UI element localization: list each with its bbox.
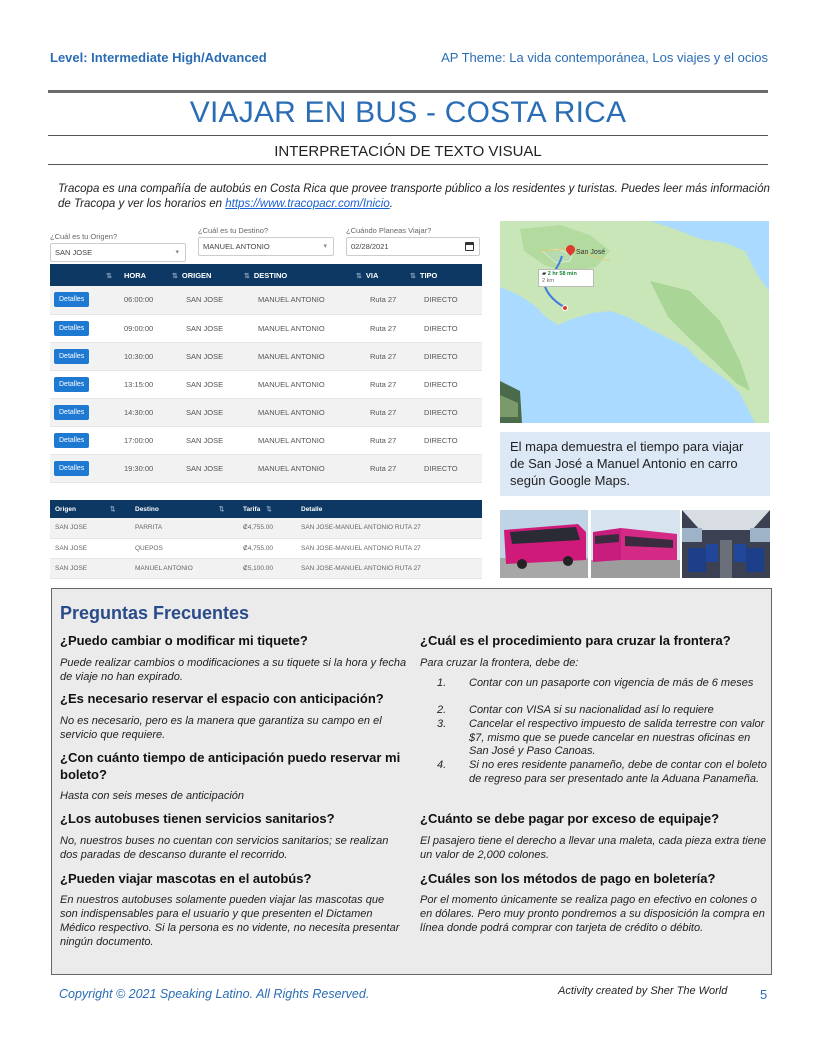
schedule-table — [50, 264, 482, 483]
faq-question: ¿Pueden viajar mascotas en el autobús? — [60, 871, 312, 886]
table-cell: SAN JOSE — [182, 370, 254, 398]
origin-select[interactable] — [50, 243, 186, 262]
faq-question: ¿Cuáles son los métodos de pago en boletería? — [420, 871, 716, 886]
table-cell: SAN JOSE — [182, 454, 254, 482]
fare-header-row — [50, 500, 482, 518]
origin-label: ¿Cuál es tu Origen? — [50, 232, 118, 241]
faq-answer: El pasajero tiene el derecho a llevar una maleta, cada pieza extra tiene un valor de 2,000 colones. — [420, 835, 767, 861]
table-cell: Ruta 27 — [366, 370, 420, 398]
table-cell: SAN JOSE-MANUEL ANTONIO RUTA 27 — [296, 538, 482, 558]
col-destino-label: DESTINO — [253, 270, 288, 280]
fare-col-tarifa[interactable]: Tarifa ⇅ — [238, 500, 296, 518]
table-cell: MANUEL ANTONIO — [254, 286, 366, 314]
list-item-text: Cancelar el respectivo impuesto de salida terrestre con valor $7, mismo que se puede cancelar en nuestras oficinas en San José y Paso Canoas. — [469, 718, 765, 758]
table-row — [50, 538, 482, 558]
table-cell: ₡4,755.00 — [238, 518, 296, 538]
table-cell: DIRECTO — [420, 398, 482, 426]
table-row — [50, 518, 482, 538]
title-divider — [48, 135, 768, 136]
faq-answer: Hasta con seis meses de anticipación — [60, 790, 245, 802]
table-cell: Ruta 27 — [366, 398, 420, 426]
car-icon: ▰ — [542, 271, 547, 277]
list-item-text: Contar con VISA si su nacionalidad así lo requiere — [469, 704, 714, 716]
list-item: 2. Contar con VISA si su nacionalidad así lo requiere — [437, 704, 714, 716]
table-cell: QUEPOS — [130, 538, 238, 558]
faq-answer: Puede realizar cambios o modificaciones a su tiquete si la hora y fecha de viaje no han expirado. — [60, 657, 407, 683]
table-cell: 06:00:00 — [120, 286, 182, 314]
table-row — [50, 314, 482, 342]
bus-photo-interior — [682, 510, 770, 578]
map-city-label: San José — [576, 249, 606, 256]
route-duration: 2 hr 58 min — [547, 271, 577, 277]
tracopa-link[interactable]: https://www.tracopacr.com/Inicio — [225, 198, 390, 210]
table-cell: 09:00:00 — [120, 314, 182, 342]
origin-value: SAN JOSE — [55, 248, 93, 257]
destination-value: MANUEL ANTONIO — [203, 242, 270, 251]
bus-photo-fleet — [591, 510, 680, 578]
faq-answer: En nuestros autobuses solamente pueden viajar las mascotas que son indispensables para el usuario y que presenten el Dictamen Médico respectivo. Si la persona es no vidente, no necesita presentar ningún documento. — [60, 894, 400, 948]
intro-text: Tracopa es una compañía de autobús en Costa Rica que provee transporte público a los residentes y turistas. Puedes leer más información de Tracopa y ver los horarios en — [58, 183, 770, 210]
table-row — [50, 558, 482, 578]
table-cell: Ruta 27 — [366, 426, 420, 454]
table-cell: SAN JOSE-MANUEL ANTONIO RUTA 27 — [296, 558, 482, 578]
table-cell: Ruta 27 — [366, 314, 420, 342]
table-cell: MANUEL ANTONIO — [254, 454, 366, 482]
table-cell: DIRECTO — [420, 286, 482, 314]
fare-col-origen-label: Origen — [55, 506, 76, 513]
table-cell: MANUEL ANTONIO — [254, 426, 366, 454]
table-cell: SAN JOSE — [50, 558, 130, 578]
faq-answer: Por el momento únicamente se realiza pago en efectivo en colones o en dólares. Pero muy pronto pondremos a su disposición la compra en línea donde podrá comprar con tarjeta de crédito o débito. — [420, 894, 765, 934]
page-subtitle: INTERPRETACIÓN DE TEXTO VISUAL — [274, 143, 542, 160]
route-distance: 2 km — [542, 278, 554, 284]
route-map — [500, 221, 769, 423]
table-cell: SAN JOSE — [182, 426, 254, 454]
date-value: 02/28/2021 — [351, 242, 389, 251]
table-cell: DIRECTO — [420, 454, 482, 482]
details-cell — [50, 398, 120, 426]
faq-question: ¿Puedo cambiar o modificar mi tiquete? — [60, 633, 308, 648]
bus-exterior-graphic — [500, 510, 588, 578]
route-info-box — [538, 269, 594, 287]
activity-credit: Activity created by Sher The World — [558, 985, 728, 997]
table-cell: ₡5,100.00 — [238, 558, 296, 578]
list-item: 1. Contar con un pasaporte con vigencia de más de 6 meses — [437, 677, 754, 689]
table-cell: DIRECTO — [420, 314, 482, 342]
table-row — [50, 342, 482, 370]
details-cell — [50, 342, 120, 370]
fare-col-detalle-label: Detalle — [301, 505, 323, 513]
details-cell — [50, 286, 120, 314]
map-caption: El mapa demuestra el tiempo para viajar de San José a Manuel Antonio en carro según Google Maps. — [500, 432, 770, 496]
table-cell: MANUEL ANTONIO — [130, 558, 238, 578]
table-cell: 13:15:00 — [120, 370, 182, 398]
page-title: VIAJAR EN BUS - COSTA RICA — [189, 96, 627, 129]
fare-col-destino-label: Destino — [135, 506, 159, 513]
details-button[interactable]: Detalles — [54, 377, 89, 392]
details-cell — [50, 454, 120, 482]
faq-question: ¿Cuánto se debe pagar por exceso de equipaje? — [420, 811, 720, 826]
costa-rica-map-graphic — [500, 221, 769, 423]
date-field — [346, 226, 480, 256]
table-cell: MANUEL ANTONIO — [254, 314, 366, 342]
fare-col-destino[interactable]: Destino ⇅ — [130, 500, 238, 518]
table-row — [50, 426, 482, 454]
ap-theme-label: AP Theme: La vida contemporánea, Los viajes y el ocios — [441, 50, 768, 65]
table-row — [50, 398, 482, 426]
table-cell: SAN JOSE — [50, 518, 130, 538]
subtitle-divider — [48, 164, 768, 165]
border-steps-list — [420, 677, 772, 786]
faq-answer: No es necesario, pero es la manera que garantiza su campo en el servicio que requiere. — [60, 715, 382, 741]
details-cell — [50, 426, 120, 454]
faq-question: ¿Cuál es el procedimiento para cruzar la frontera? — [420, 633, 731, 648]
destination-label: ¿Cuál es tu Destino? — [198, 226, 269, 235]
bus-fleet-graphic — [591, 510, 680, 578]
faq-question: ¿Con cuánto tiempo de anticipación puedo reservar mi boleto? — [60, 750, 401, 782]
faq-answer: No, nuestros buses no cuentan con servicios sanitarios; se realizan dos paradas de descanso durante el recorrido. — [60, 835, 389, 861]
table-cell: 14:30:00 — [120, 398, 182, 426]
calendar-icon — [465, 242, 474, 251]
table-cell: 19:30:00 — [120, 454, 182, 482]
faq-title: Preguntas Frecuentes — [60, 603, 250, 623]
table-cell: Ruta 27 — [366, 454, 420, 482]
table-cell: ₡4,755.00 — [238, 538, 296, 558]
faq-question: ¿Los autobuses tienen servicios sanitarios? — [60, 811, 335, 826]
details-cell — [50, 314, 120, 342]
list-item: 3. Cancelar el respectivo impuesto de salida terrestre con valor $7, mismo que se puede cancelar en nuestras oficinas en San José y Paso Canoas. — [437, 718, 765, 758]
schedule-header-row — [50, 264, 482, 286]
table-cell: DIRECTO — [420, 370, 482, 398]
details-button[interactable]: Detalles — [54, 349, 89, 364]
table-cell: MANUEL ANTONIO — [254, 398, 366, 426]
date-input[interactable] — [346, 237, 480, 256]
details-button[interactable]: Detalles — [54, 461, 89, 476]
table-cell: MANUEL ANTONIO — [254, 342, 366, 370]
details-button[interactable]: Detalles — [54, 321, 89, 336]
col-origen-label: ORIGEN — [181, 270, 212, 280]
table-cell: SAN JOSE — [182, 286, 254, 314]
details-cell — [50, 370, 120, 398]
top-divider — [48, 90, 768, 93]
table-cell: MANUEL ANTONIO — [254, 370, 366, 398]
date-label: ¿Cuándo Planeas Viajar? — [346, 226, 432, 235]
table-cell: DIRECTO — [420, 342, 482, 370]
intro-end: . — [389, 198, 393, 210]
col-destino[interactable]: ⇅ DESTINO — [254, 264, 366, 286]
table-cell: SAN JOSE — [50, 538, 130, 558]
chevron-down-icon: ▾ — [175, 249, 179, 256]
table-row — [50, 286, 482, 314]
fare-col-detalle[interactable] — [296, 500, 482, 518]
col-via[interactable]: ⇅ VIA — [366, 264, 420, 286]
list-item-text: Contar con un pasaporte con vigencia de más de 6 meses — [469, 677, 754, 689]
list-item-text: Si no eres residente panameño, debe de contar con el boleto de regreso para ser presentado ante la Aduana Panameña. — [469, 759, 767, 785]
details-button[interactable]: Detalles — [54, 405, 89, 420]
origin-marker-icon — [562, 305, 568, 311]
col-origen[interactable]: ⇅ ORIGEN — [182, 264, 254, 286]
sort-icon[interactable]: ⇅ — [50, 264, 120, 286]
faq-answer: Para cruzar la frontera, debe de: — [420, 657, 579, 669]
page-number: 5 — [760, 987, 768, 1002]
level-label: Level: Intermediate High/Advanced — [50, 50, 267, 65]
details-button[interactable]: Detalles — [54, 292, 89, 307]
table-cell: PARRITA — [130, 518, 238, 538]
origin-field — [50, 232, 186, 262]
table-row — [50, 370, 482, 398]
details-button[interactable]: Detalles — [54, 433, 89, 448]
table-cell: SAN JOSE — [182, 342, 254, 370]
col-tipo[interactable]: ⇅ TIPO — [420, 264, 482, 286]
fare-table — [50, 500, 482, 579]
table-cell: SAN JOSE-MANUEL ANTONIO RUTA 27 — [296, 518, 482, 538]
col-via-label: VIA — [365, 270, 379, 280]
list-item: 4. Si no eres residente panameño, debe de contar con el boleto de regreso para ser presentado ante la Aduana Panameña. — [437, 759, 767, 785]
table-cell: SAN JOSE — [182, 398, 254, 426]
intro-paragraph — [58, 182, 770, 212]
table-row — [50, 454, 482, 482]
table-cell: 17:00:00 — [120, 426, 182, 454]
table-cell: DIRECTO — [420, 426, 482, 454]
faq-question: ¿Es necesario reservar el espacio con anticipación? — [60, 691, 384, 706]
fare-col-tarifa-label: Tarifa — [243, 506, 261, 513]
copyright: Copyright © 2021 Speaking Latino. All Rights Reserved. — [59, 987, 370, 1001]
bus-photo-exterior — [500, 510, 588, 578]
table-cell: SAN JOSE — [182, 314, 254, 342]
table-cell: Ruta 27 — [366, 286, 420, 314]
search-form — [50, 222, 480, 260]
destination-field — [198, 226, 334, 256]
col-hora-label: HORA — [124, 270, 147, 280]
table-cell: 10:30:00 — [120, 342, 182, 370]
bus-interior-graphic — [682, 510, 770, 578]
destination-select[interactable] — [198, 237, 334, 256]
chevron-down-icon: ▾ — [323, 243, 327, 250]
fare-col-origen[interactable]: Origen ⇅ — [50, 500, 130, 518]
table-cell: Ruta 27 — [366, 342, 420, 370]
col-tipo-label: TIPO — [419, 270, 438, 280]
